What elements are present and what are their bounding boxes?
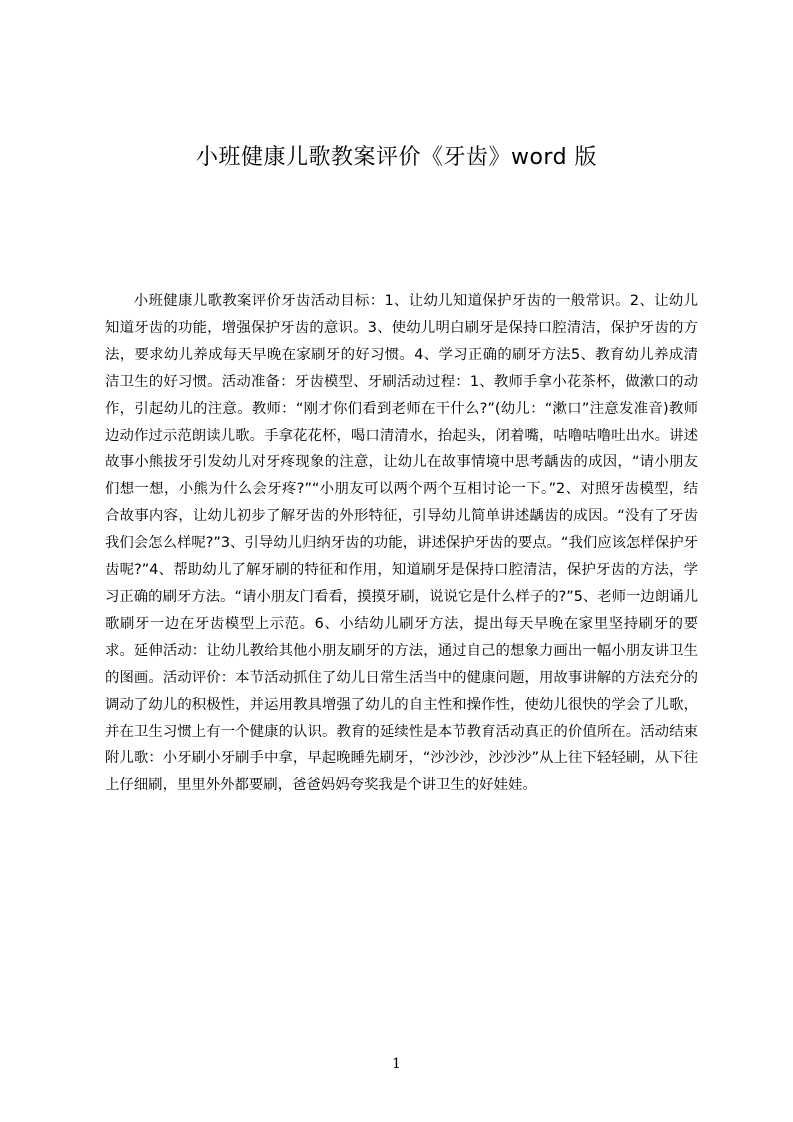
body-paragraph: 小班健康儿歌教案评价牙齿活动目标：1、让幼儿知道保护牙齿的一般常识。2、让幼儿知道牙齿的功能，增强保护牙齿的意识。3、使幼儿明白刷牙是保持口腔清洁，保护牙齿的方法，要求幼儿养成每天早晚在家刷牙的好习惯。4、学习正确的刷牙方法5、教育幼儿养成清洁卫生的好习惯。活动准备：牙齿模型、牙刷活动过程：1、教师手拿小花茶杯，做漱口的动作，引起幼儿的注意。教师：“刚才你们看到老师在干什么?”(幼儿：“漱口”注意发准音)教师边动作过示范朗读儿歌。手拿花花杯，喝口清清水，抬起头，闭着嘴，咕噜咕噜吐出水。讲述故事小熊拔牙引发幼儿对牙疼现象的注意，让幼儿在故事情境中思考龋齿的成因，“请小朋友们想一想，小熊为什么会牙疼?”“小朋友可以两个两个互相讨论一下。”2、对照牙齿模型，结合故事内容，让幼儿初步了解牙齿的外形特征，引导幼儿简单讲述龋齿的成因。“没有了牙齿我们会怎么样呢?”3、引导幼儿归纳牙齿的功能，讲述保护牙齿的要点。“我们应该怎样保护牙齿呢?”4、帮助幼儿了解牙刷的特征和作用，知道刷牙是保持口腔清洁，保护牙齿的方法，学习正确的刷牙方法。“请小朋友门看看，摸摸牙刷，说说它是什么样子的?”5、老师一边朗诵儿歌刷牙一边在牙齿模型上示范。6、小结幼儿刷牙方法，提出每天早晚在家里坚持刷牙的要求。延伸活动：让幼儿教给其他小朋友刷牙的方法，通过自己的想象力画出一幅小朋友讲卫生的图画。活动评价：本节活动抓住了幼儿日常生活当中的健康问题，用故事讲解的方法充分的调动了幼儿的积极性，并运用教具增强了幼儿的自主性和操作性，使幼儿很快的学会了儿歌，并在卫生习惯上有一个健康的认识。教育的延续性是本节教育活动真正的价值所在。活动结束附儿歌：小牙刷小牙刷手中拿，早起晚睡先刷牙，“沙沙沙，沙沙沙”从上往下轻轻刷，从下往上仔细刷，里里外外都要刷，爸爸妈妈夸奖我是个讲卫生的好娃娃。 <box>105 293 698 794</box>
page-title: 小班健康儿歌教案评价《牙齿》word 版 <box>195 145 598 170</box>
page-number: 1 <box>392 1056 401 1072</box>
